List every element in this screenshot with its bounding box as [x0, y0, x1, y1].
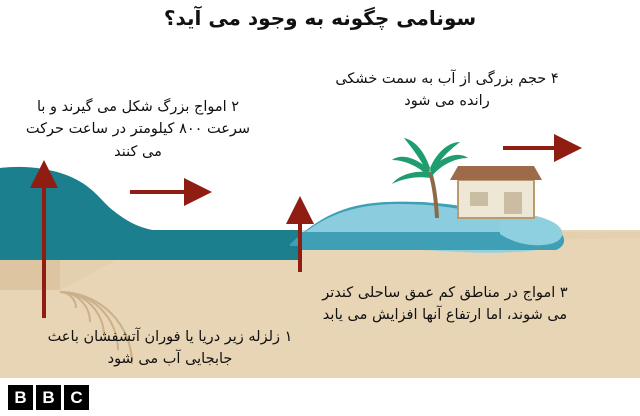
callout-number-4: ۴	[550, 71, 559, 87]
beach-hut	[450, 166, 542, 218]
bbc-logo-letter-1: B	[8, 385, 33, 410]
callout-wave-forms	[18, 96, 258, 163]
callout-number-2: ۲	[231, 99, 240, 115]
callout-text-3: امواج در مناطق کم عمق ساحلی کندتر می شوند، اما ارتفاع آنها افزایش می یابد	[322, 285, 568, 324]
callout-text-2: امواج بزرگ شکل می گیرند و با سرعت ۸۰۰ کیلومتر در ساعت حرکت می کنند	[25, 99, 251, 160]
bbc-logo-letter-2: B	[36, 385, 61, 410]
callout-number-1: ۱	[284, 329, 293, 345]
callout-number-3: ۳	[559, 285, 568, 301]
callout-text-4: حجم بزرگی از آب به سمت خشکی رانده می شود	[335, 71, 547, 110]
footer	[0, 378, 640, 416]
callout-text-1: زلزله زیر دریا یا فوران آتشفشان باعث جابجایی آب می شود	[47, 329, 281, 368]
callout-shallow-water	[320, 282, 570, 327]
bbc-logo-letter-3: C	[64, 385, 89, 410]
callout-earthquake	[30, 326, 310, 371]
tsunami-wave	[0, 167, 160, 240]
page-title: سونامی چگونه به وجود می آید؟	[163, 6, 477, 30]
callout-inland-surge	[322, 68, 572, 113]
bbc-logo	[8, 385, 89, 410]
